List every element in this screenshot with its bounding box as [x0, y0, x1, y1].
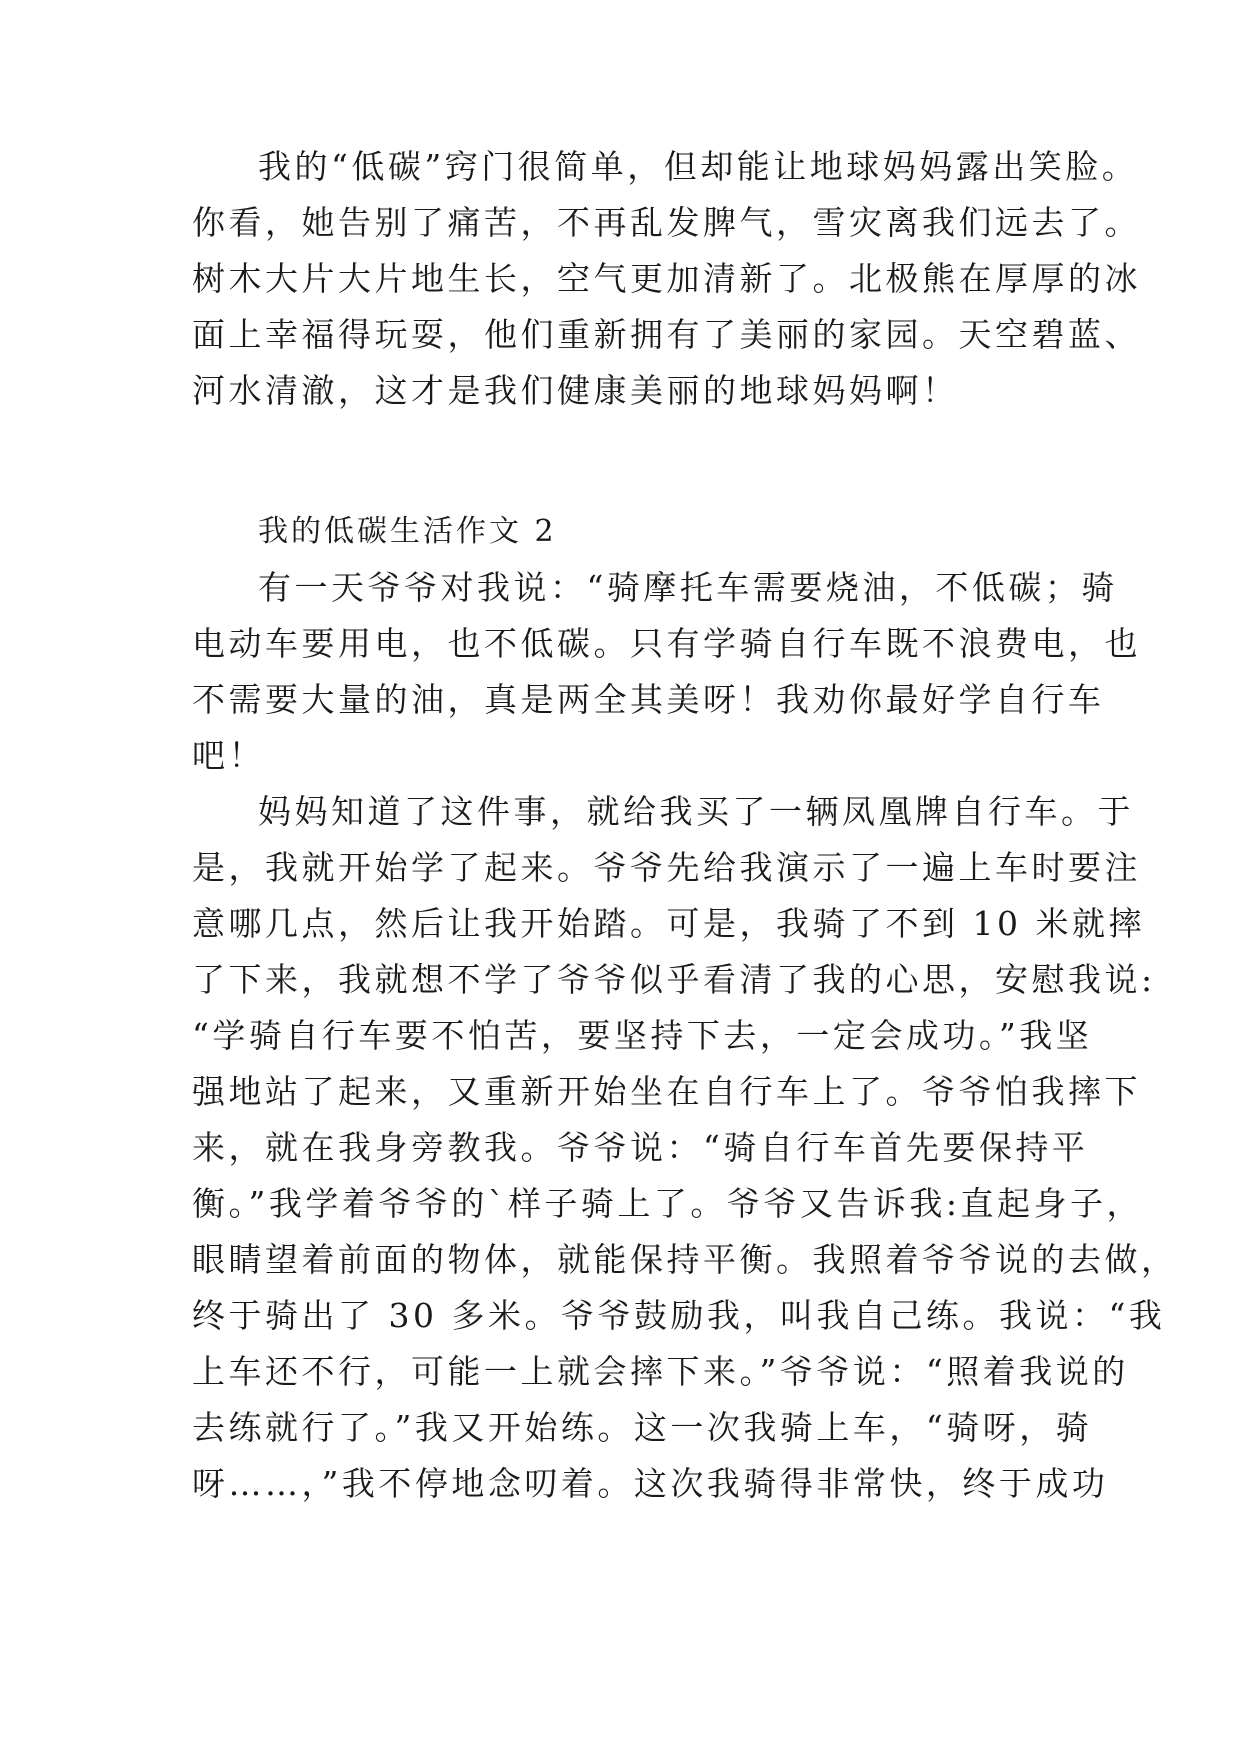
- text-line: 不需要大量的油，真是两全其美呀！我劝你最好学自行车: [192, 680, 1105, 719]
- text-line: 河水清澈，这才是我们健康美丽的地球妈妈啊！: [192, 371, 959, 410]
- text-line: 强地站了起来，又重新开始坐在自行车上了。爷爷怕我摔下: [192, 1072, 1141, 1111]
- text-line: 了下来，我就想不学了爷爷似乎看清了我的心思，安慰我说:: [192, 960, 1156, 999]
- text-line: 妈妈知道了这件事，就给我买了一辆凤凰牌自行车。于: [258, 792, 1134, 831]
- text-line: 有一天爷爷对我说：“骑摩托车需要烧油，不低碳；骑: [258, 568, 1118, 607]
- text-line: 意哪几点，然后让我开始踏。可是，我骑了不到 10 米就摔: [192, 904, 1145, 943]
- section-title: 我的低碳生活作文 2: [258, 514, 557, 549]
- text-line: 树木大片大片地生长，空气更加清新了。北极熊在厚厚的冰: [192, 259, 1141, 298]
- text-line: 去练就行了。”我又开始练。这一次我骑上车，“骑呀，骑: [192, 1408, 1093, 1447]
- text-line: 面上幸福得玩耍，他们重新拥有了美丽的家园。天空碧蓝、: [192, 315, 1141, 354]
- text-line: 眼睛望着前面的物体，就能保持平衡。我照着爷爷说的去做，: [192, 1240, 1178, 1279]
- text-line: 你看，她告别了痛苦，不再乱发脾气，雪灾离我们远去了。: [192, 203, 1141, 242]
- text-line: 呀……，”我不停地念叨着。这次我骑得非常快，终于成功: [192, 1464, 1109, 1503]
- text-line: 是，我就开始学了起来。爷爷先给我演示了一遍上车时要注: [192, 848, 1141, 887]
- text-line: 上车还不行，可能一上就会摔下来。”爷爷说：“照着我说的: [192, 1352, 1129, 1391]
- text-line: 来，就在我身旁教我。爷爷说：“骑自行车首先要保持平: [192, 1128, 1089, 1167]
- text-line: 电动车要用电，也不低碳。只有学骑自行车既不浪费电，也: [192, 624, 1141, 663]
- text-line: 衡。”我学着爷爷的`样子骑上了。爷爷又告诉我:直起身子，: [192, 1184, 1143, 1223]
- text-line: 终于骑出了 30 多米。爷爷鼓励我，叫我自己练。我说：“我: [192, 1296, 1166, 1335]
- text-line: “学骑自行车要不怕苦，要坚持下去，一定会成功。”我坚: [192, 1016, 1093, 1055]
- text-line: 吧！: [192, 736, 265, 775]
- text-line: 我的“低碳”窍门很简单，但却能让地球妈妈露出笑脸。: [258, 147, 1139, 186]
